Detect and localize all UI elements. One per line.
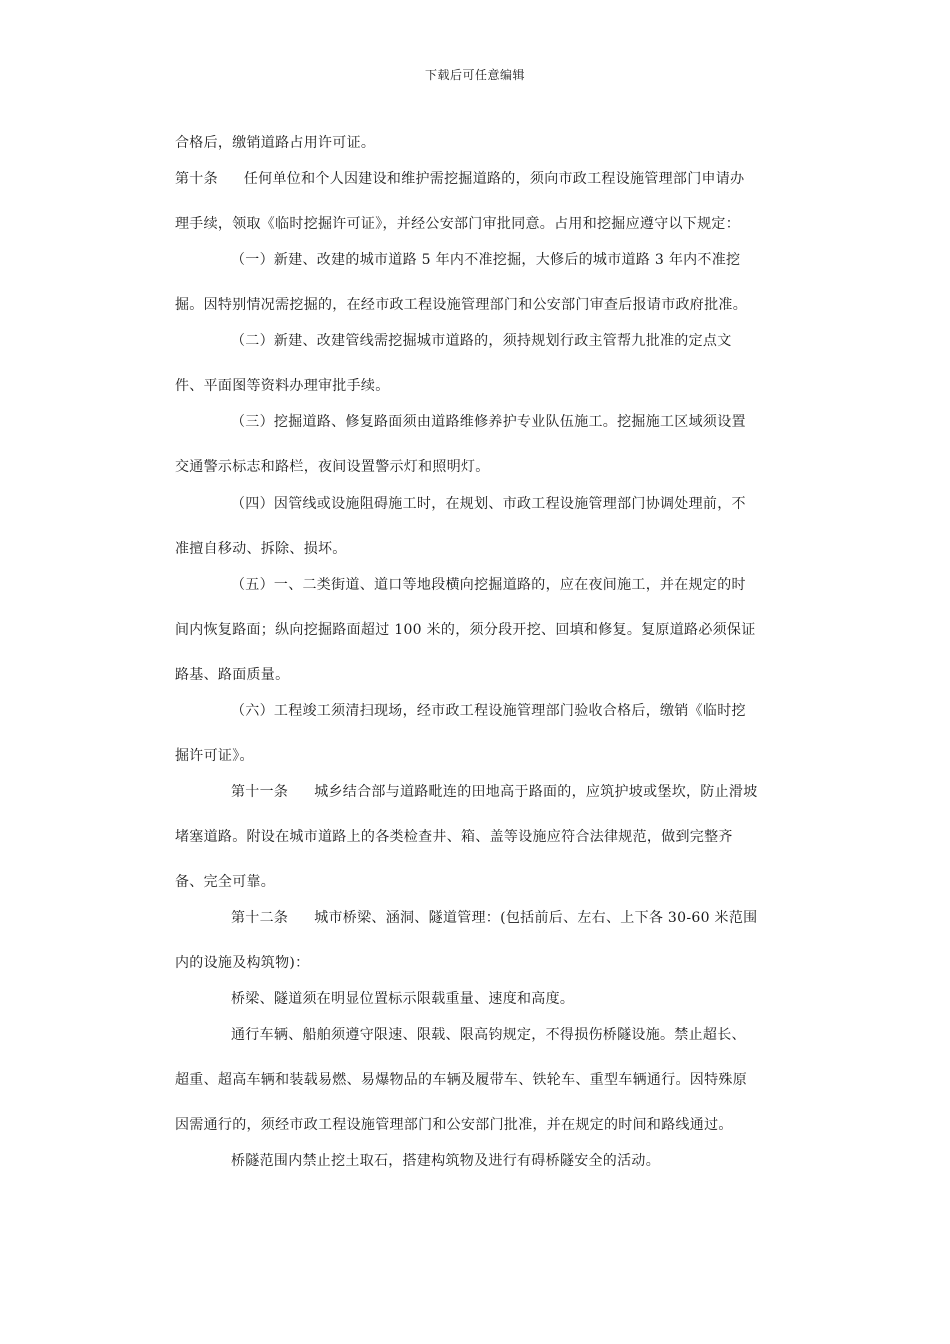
text-line: 通行车辆、船舶须遵守限速、限载、限高钧规定，不得损伤桥隧设施。禁止超长、 (231, 1027, 746, 1043)
text-line: 因需通行的，须经市政工程设施管理部门和公安部门批准，并在规定的时间和路线通过。 (175, 1117, 733, 1133)
text-line: 内的设施及构筑物)： (175, 955, 310, 971)
text-line: 桥梁、隧道须在明显位置标示限载重量、速度和高度。 (231, 991, 575, 1007)
page-header: 下载后可任意编辑 (424, 68, 525, 82)
article-text: 任何单位和个人因建设和维护需挖掘道路的，须向市政工程设施管理部门申请办 (243, 171, 745, 187)
text-line: 备、完全可靠。 (175, 874, 276, 890)
article-text: 城市桥梁、涵洞、隧道管理：(包括前后、左右、上下各 30-60 米范围 (314, 910, 758, 926)
text-line: 掘许可证》。 (175, 748, 254, 764)
text-line: 间内恢复路面；纵向挖掘路面超过 100 米的，须分段开挖、回填和修复。复原道路必须保证 (175, 622, 756, 638)
text-line: （五）一、二类街道、道口等地段横向挖掘道路的，应在夜间施工，并在规定的时 (231, 577, 746, 593)
article-number: 第十条 (175, 171, 218, 187)
article-text: 城乡结合部与道路毗连的田地高于路面的，应筑护坡或堡坎，防止滑坡 (314, 784, 758, 800)
text-line: 合格后，缴销道路占用许可证。 (175, 135, 376, 151)
text-line: 桥隧范围内禁止挖土取石，搭建构筑物及进行有碍桥隧安全的活动。 (231, 1153, 660, 1169)
article-number: 第十一条 (231, 784, 289, 800)
text-line: （一）新建、改建的城市道路 5 年内不准挖掘，大修后的城市道路 3 年内不准挖 (231, 252, 741, 268)
text-line: 路基、路面质量。 (175, 667, 290, 683)
text-line: （二）新建、改建管线需挖掘城市道路的，须持规划行政主管帮九批准的定点文 (231, 333, 732, 349)
text-line: （三）挖掘道路、修复路面须由道路维修养护专业队伍施工。挖掘施工区域须设置 (231, 414, 746, 430)
text-line: 掘。因特别情况需挖掘的，在经市政工程设施管理部门和公安部门审查后报请市政府批准。 (175, 297, 747, 313)
text-line: （六）工程竣工须清扫现场，经市政工程设施管理部门验收合格后，缴销《临时挖 (231, 703, 746, 719)
article-number: 第十二条 (231, 910, 289, 926)
text-line: 堵塞道路。附设在城市道路上的各类检查井、箱、盖等设施应符合法律规范，做到完整齐 (175, 829, 733, 845)
text-line: （四）因管线或设施阻碍施工时，在规划、市政工程设施管理部门协调处理前，不 (231, 496, 746, 512)
article-11 (231, 781, 758, 801)
text-line: 准擅自移动、拆除、损坏。 (175, 541, 347, 557)
text-line: 交通警示标志和路栏，夜间设置警示灯和照明灯。 (175, 459, 490, 475)
article-10 (175, 168, 744, 188)
text-line: 超重、超高车辆和装载易燃、易爆物品的车辆及履带车、铁轮车、重型车辆通行。因特殊原 (175, 1072, 747, 1088)
text-line: 件、平面图等资料办理审批手续。 (175, 378, 390, 394)
text-line: 理手续，领取《临时挖掘许可证》，并经公安部门审批同意。占用和挖掘应遵守以下规定： (175, 216, 740, 232)
article-12 (231, 907, 757, 927)
